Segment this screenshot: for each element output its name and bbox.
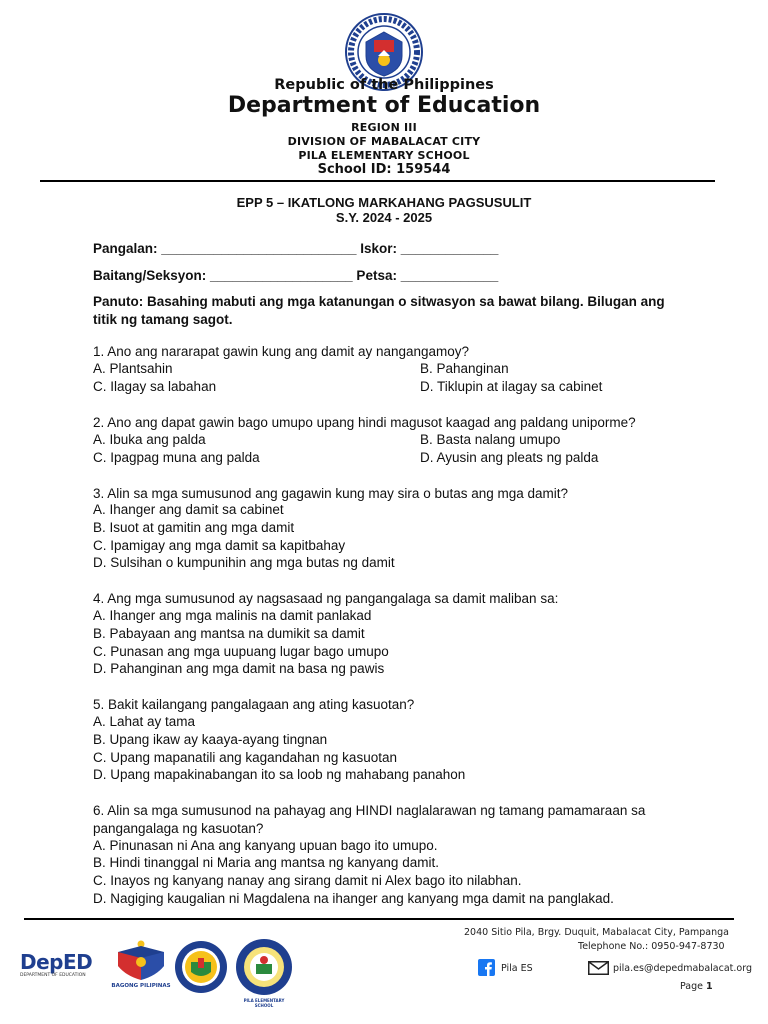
school-seal-label: PILA ELEMENTARY SCHOOL (243, 998, 285, 1008)
school-id: School ID: 159544 (317, 162, 451, 177)
page-indicator (680, 981, 713, 992)
facebook-page-label[interactable]: Pila ES (501, 963, 533, 974)
school-seal-logo (234, 938, 294, 996)
page-number: 1 (706, 981, 713, 992)
department-heading: Department of Education (227, 93, 541, 118)
q4-choice-b[interactable]: B. Pabayaan ang mantsa na dumikit sa damit (93, 626, 365, 641)
q4-choice-d[interactable]: D. Pahanginan ang mga damit na basa ng pawis (93, 661, 385, 676)
q5-choice-c[interactable]: C. Upang mapanatili ang kagandahan ng kasuotan (93, 750, 397, 765)
q5-choice-b[interactable]: B. Upang ikaw ay kaaya-ayang tingnan (93, 732, 328, 747)
question-6: 6. Alin sa mga sumusunod na pahayag ang HINDI naglalarawan ng tamang pamamaraan sa pangangalaga ng kasuotan? (93, 803, 646, 836)
q6-choice-a[interactable]: A. Pinunasan ni Ana ang kanyang upuan bago ito umupo. (93, 838, 438, 853)
deped-footer-logo (20, 950, 100, 990)
q2-choice-a[interactable]: A. Ibuka ang palda (93, 432, 206, 447)
question-1: 1. Ano ang nararapat gawin kung ang damit ay nangangamoy? (93, 344, 470, 359)
q1-choice-d[interactable]: D. Tiklupin at ilagay sa cabinet (420, 379, 603, 394)
question-5: 5. Bakit kailangang pangalagaan ang ating kasuotan? (93, 697, 415, 712)
q3-choice-d[interactable]: D. Sulsihan o kumpunihin ang mga butas ng damit (93, 555, 395, 570)
q6-choice-b[interactable]: B. Hindi tinanggal ni Maria ang mantsa ng kanyang damit. (93, 855, 439, 870)
facebook-icon[interactable] (478, 959, 495, 976)
name-score-fields[interactable]: Pangalan: __________________________ Iskor: _____________ (93, 241, 499, 256)
q6-choice-d[interactable]: D. Nagiging kaugalian ni Magdalena na ihanger ang kanyang mga damit na panglakad. (93, 891, 614, 906)
bagong-pilipinas-logo (112, 938, 170, 984)
question-4: 4. Ang mga sumusunod ay nagsasaad ng pangangalaga sa damit maliban sa: (93, 591, 559, 606)
instructions: Panuto: Basahing mabuti ang mga katanungan o sitwasyon sa bawat bilang. Bilugan ang titik ng tamang sagot. (93, 294, 665, 327)
q5-choice-d[interactable]: D. Upang mapakinabangan ito sa loob ng mahabang panahon (93, 767, 466, 782)
footer-divider (24, 918, 734, 920)
page-label: Page (680, 981, 707, 992)
school-telephone: Telephone No.: 0950-947-8730 (578, 941, 725, 952)
q6-choice-c[interactable]: C. Inayos ng kanyang nanay ang sirang damit ni Alex bago ito nilabhan. (93, 873, 522, 888)
division-seal-logo (174, 940, 228, 994)
school-address: 2040 Sitio Pila, Brgy. Duquit, Mabalacat City, Pampanga (464, 927, 729, 938)
q3-choice-b[interactable]: B. Isuot at gamitin ang mga damit (93, 520, 295, 535)
q2-choice-b[interactable]: B. Basta nalang umupo (420, 432, 561, 447)
deped-logo-text: DepED (20, 950, 93, 974)
header-divider (40, 180, 715, 182)
republic-heading: Republic of the Philippines (274, 77, 494, 93)
q3-choice-c[interactable]: C. Ipamigay ang mga damit sa kapitbahay (93, 538, 346, 553)
q1-choice-b[interactable]: B. Pahanginan (420, 361, 509, 376)
region-heading: REGION III (351, 121, 417, 134)
section-date-fields[interactable]: Baitang/Seksyon: ___________________ Petsa: _____________ (93, 268, 499, 283)
email-address[interactable]: pila.es@depedmabalacat.org (613, 963, 752, 974)
deped-logo-subtext: DEPARTMENT OF EDUCATION (20, 973, 86, 978)
question-2: 2. Ano ang dapat gawin bago umupo upang hindi magusot kaagad ang paldang uniporme? (93, 415, 636, 430)
question-3: 3. Alin sa mga sumusunod ang gagawin kung may sira o butas ang mga damit? (93, 486, 569, 501)
school-heading: PILA ELEMENTARY SCHOOL (298, 149, 470, 162)
exam-title: EPP 5 – IKATLONG MARKAHANG PAGSUSULIT (236, 195, 532, 210)
q5-choice-a[interactable]: A. Lahat ay tama (93, 714, 196, 729)
email-icon[interactable] (588, 961, 609, 975)
q1-choice-c[interactable]: C. Ilagay sa labahan (93, 379, 217, 394)
q4-choice-c[interactable]: C. Punasan ang mga uupuang lugar bago umupo (93, 644, 389, 659)
q3-choice-a[interactable]: A. Ihanger ang damit sa cabinet (93, 502, 284, 517)
q2-choice-d[interactable]: D. Ayusin ang pleats ng palda (420, 450, 599, 465)
division-heading: DIVISION OF MABALACAT CITY (287, 135, 481, 148)
q1-choice-a[interactable]: A. Plantsahin (93, 361, 173, 376)
q4-choice-a[interactable]: A. Ihanger ang mga malinis na damit panlakad (93, 608, 372, 623)
q2-choice-c[interactable]: C. Ipagpag muna ang palda (93, 450, 260, 465)
bagong-pilipinas-label: BAGONG PILIPINAS (111, 983, 171, 989)
school-year: S.Y. 2024 - 2025 (335, 210, 433, 225)
